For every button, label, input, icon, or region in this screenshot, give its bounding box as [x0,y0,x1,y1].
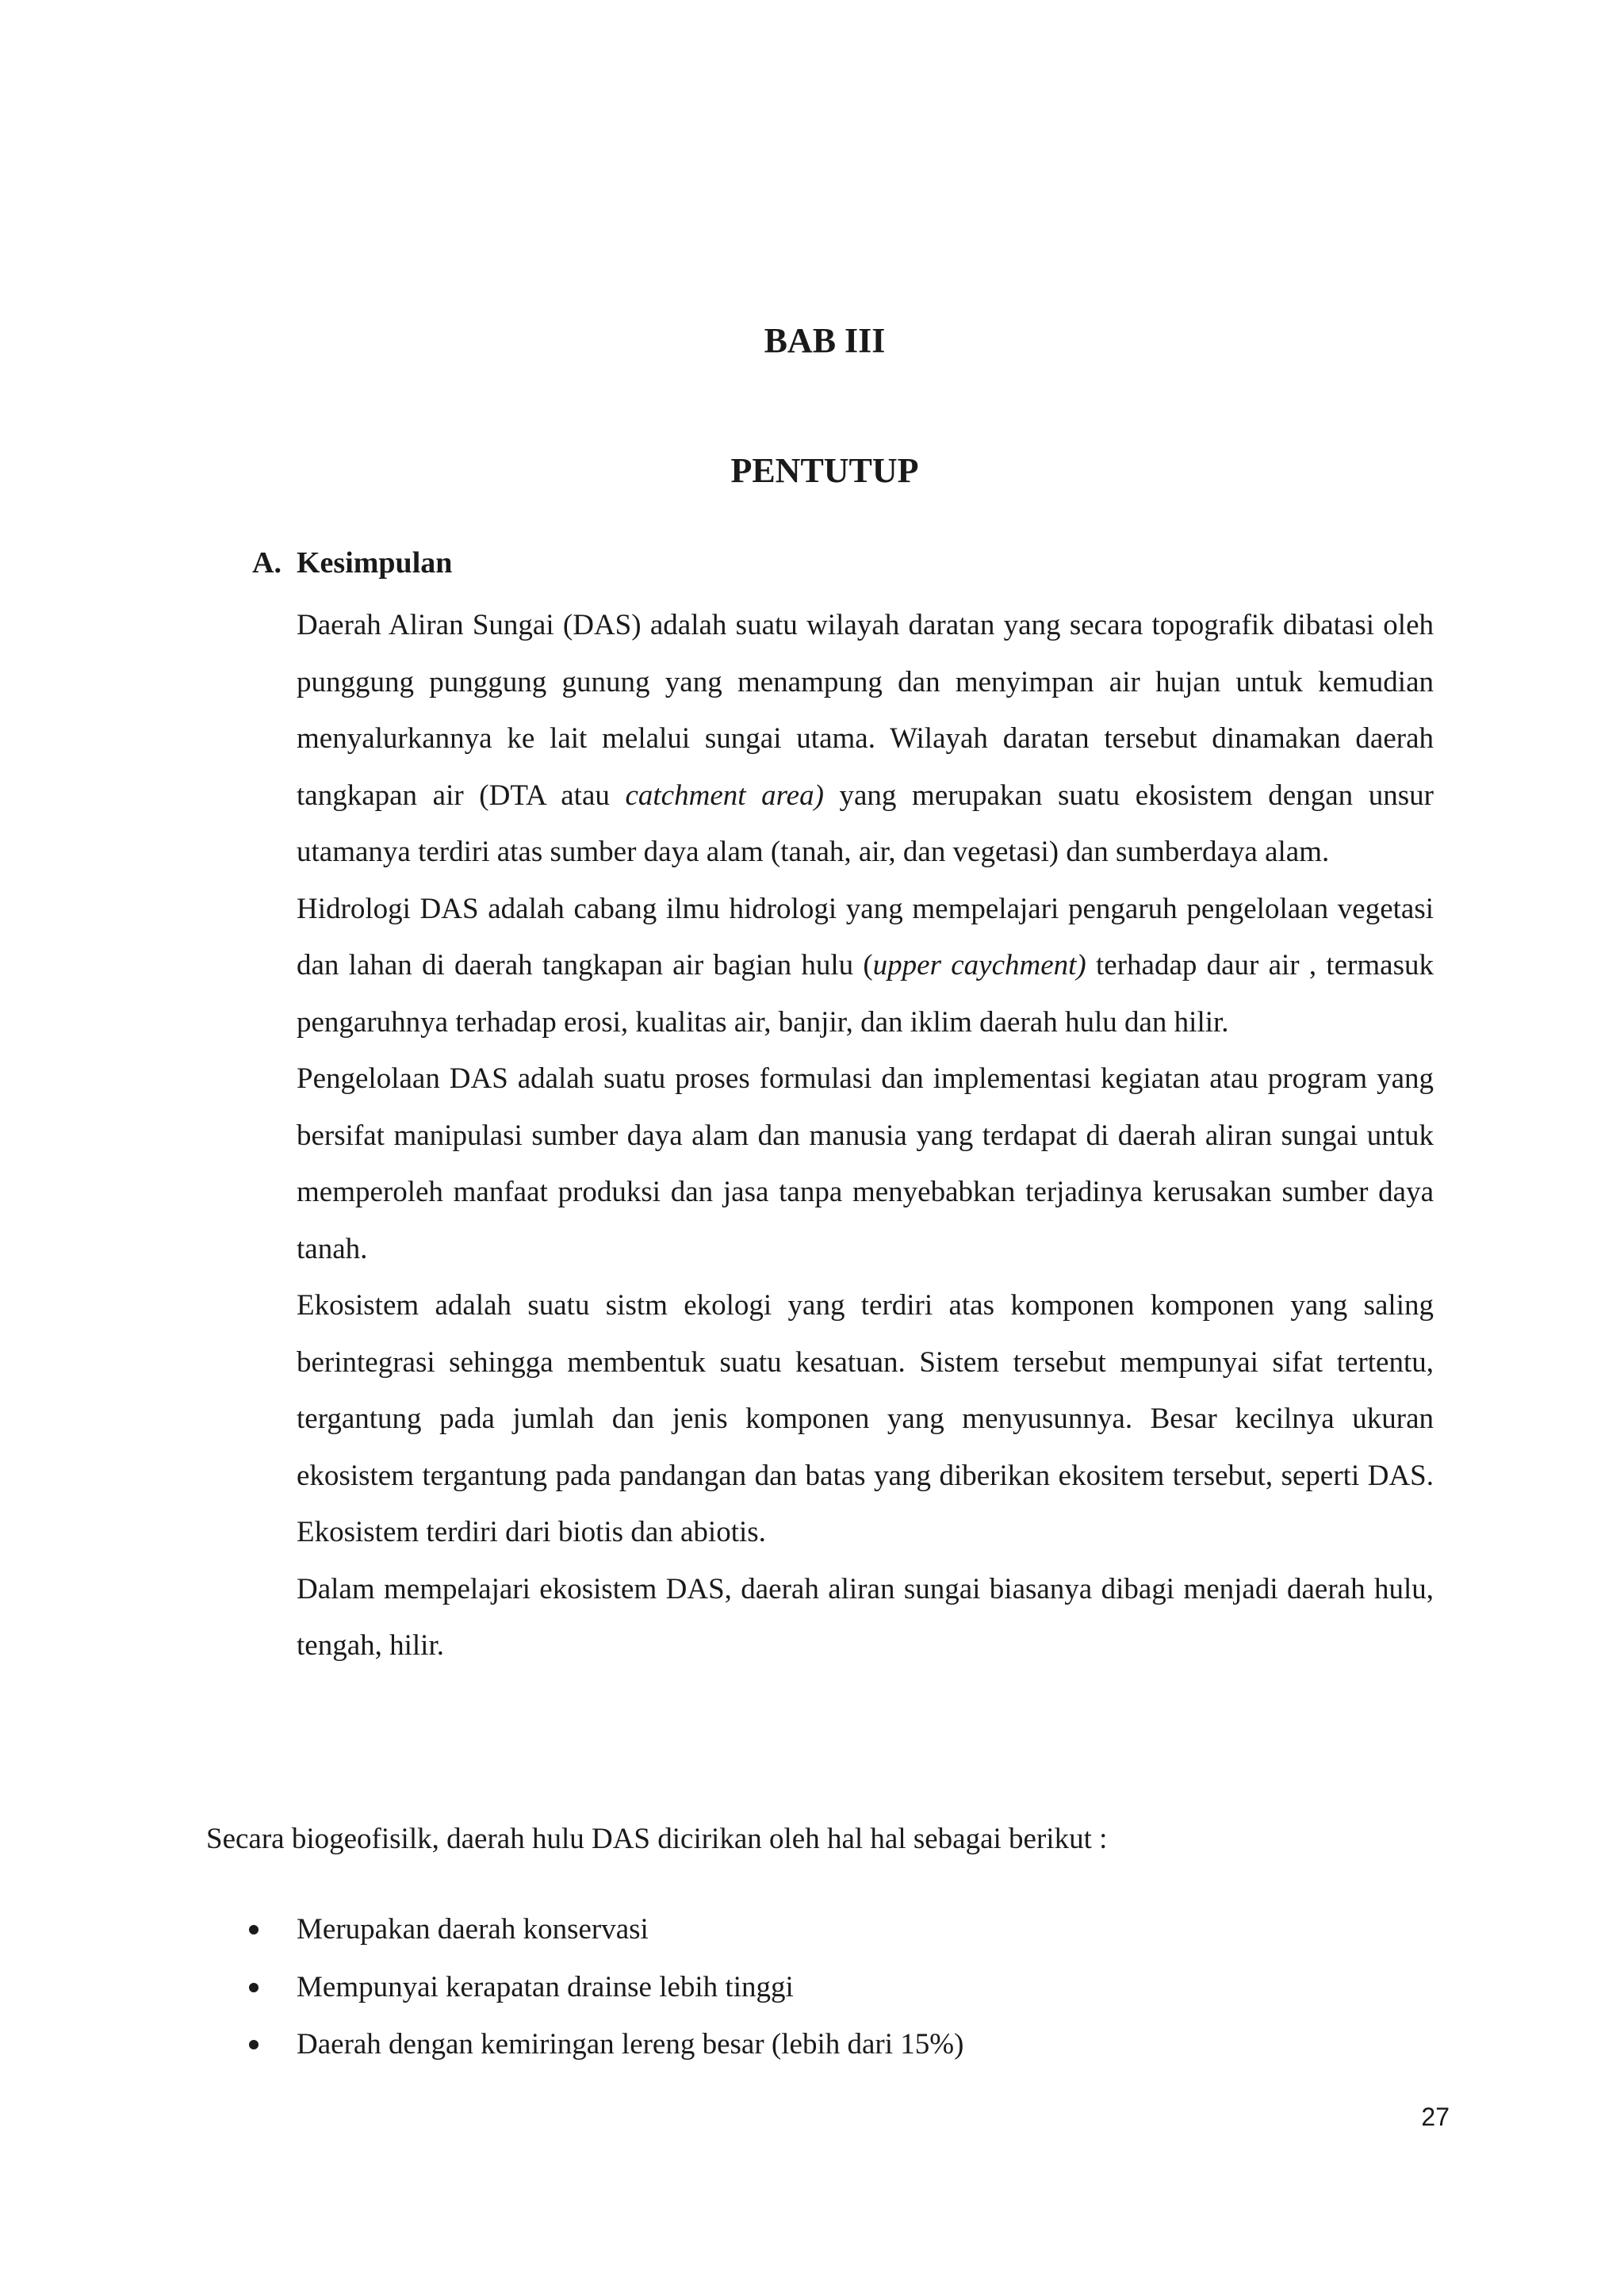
section-marker: A. [252,546,282,580]
list-item-text: Mempunyai kerapatan drainse lebih tinggi [297,1970,794,2003]
page-number: 27 [1421,2103,1450,2131]
italic-term: catchment area) [625,779,824,812]
conclusion-body [297,597,1434,1674]
bullet-icon [249,1925,259,1934]
paragraph-ecosystem: Ekosistem adalah suatu sistm ekologi yang terdiri atas komponen komponen yang saling berintegrasi sehingga membentuk suatu kesatuan. Sistem tersebut mempunyai sifat tertentu, tergantung pada jumlah dan jenis komponen yang menyusunnya. Besar kecilnya ukuran ekosistem tergantung pada pandangan dan batas yang diberikan ekositem tersebut, seperti DAS. Ekosistem terdiri dari biotis dan abiotis. [297,1289,1434,1548]
list-item-text: Merupakan daerah konservasi [297,1913,649,1946]
section-heading [252,541,452,585]
chapter-number: BAB III [764,321,886,360]
paragraph-text: terhadap daur air , termasuk pengaruhnya terhadap erosi, kualitas air, banjir, dan iklim daerah hulu dan hilir. [297,949,1434,1039]
paragraph-das-definition [297,597,1434,881]
italic-term: upper caychment) [872,949,1086,982]
paragraph-text: yang merupakan suatu ekosistem dengan unsur utamanya terdiri atas sumber daya alam (tanah, air, dan vegetasi) dan sumberdaya alam. [297,779,1434,868]
paragraph-text: Daerah Aliran Sungai (DAS) adalah suatu wilayah daratan yang secara topografik dibatasi oleh punggung punggung gunung yang menampung dan menyimpan air hujan untuk kemudian menyalurkannya ke lait melalui sungai utama. Wilayah daratan tersebut dinamakan daerah tangkapan air (DTA atau [297,609,1434,812]
bullet-icon [249,2040,259,2049]
list-item [238,1908,963,1965]
list-item-text: Daerah dengan kemiringan lereng besar (lebih dari 15%) [297,2028,964,2061]
list-item [238,2022,963,2080]
paragraph-division: Dalam mempelajari ekosistem DAS, daerah aliran sungai biasanya dibagi menjadi daerah hulu, tengah, hilir. [297,1572,1434,1662]
bullet-list [238,1908,963,2080]
paragraph-management: Pengelolaan DAS adalah suatu proses formulasi dan implementasi kegiatan atau program yang bersifat manipulasi sumber daya alam dan manusia yang terdapat di daerah aliran sungai untuk memperoleh manfaat produksi dan jasa tanpa menyebabkan terjadinya kerusakan sumber daya tanah. [297,1062,1434,1265]
section-title: Kesimpulan [297,546,453,580]
list-item [238,1965,963,2023]
bullet-icon [249,1983,259,1992]
paragraph-hydrology [297,881,1434,1051]
chapter-title: PENTUTUP [730,451,919,490]
lead-paragraph: Secara biogeofisilk, daerah hulu DAS dicirikan oleh hal hal sebagai berikut : [206,1823,1108,1855]
paragraph-text: Hidrologi DAS adalah cabang ilmu hidrologi yang mempelajari pengaruh pengelolaan vegetasi dan lahan di daerah tangkapan air bagian hulu ( [297,892,1434,982]
